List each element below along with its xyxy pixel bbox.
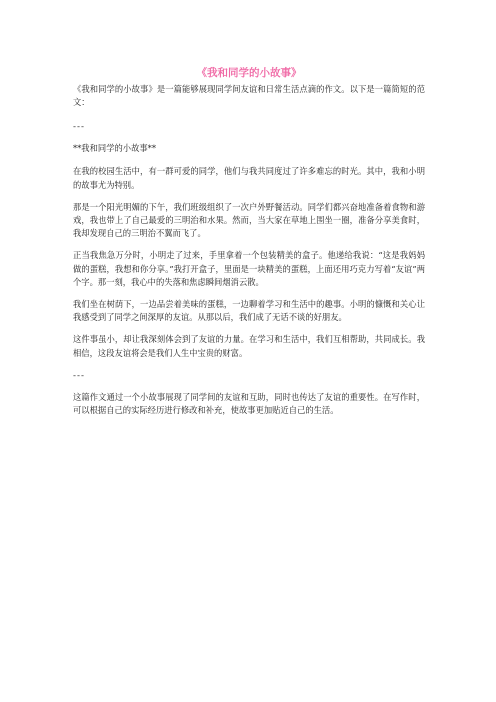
story-heading: **我和同学的小故事** — [73, 143, 156, 154]
story-paragraph-4: 我们坐在树荫下，一边品尝着美味的蛋糕，一边聊着学习和生活中的趣事。小明的慷慨和关心让我感受到了同学之间深厚的友谊。从那以后，我们成了无话不谈的好朋友。 — [73, 299, 425, 323]
intro-paragraph: 《我和同学的小故事》是一篇能够展现同学间友谊和日常生活点滴的作文。以下是一篇简短的范文： — [73, 84, 425, 108]
conclusion-paragraph: 这篇作文通过一个小故事展现了同学间的友谊和互助，同时也传达了友谊的重要性。在写作时，可以根据自己的实际经历进行修改和补充，使故事更加贴近自己的生活。 — [73, 391, 425, 416]
story-paragraph-1: 在我的校园生活中，有一群可爱的同学，他们与我共同度过了许多难忘的时光。其中，我和小明的故事尤为特别。 — [73, 166, 425, 190]
document-body — [73, 66, 425, 426]
story-paragraph-3: 正当我焦急万分时，小明走了过来，手里拿着一个包装精美的盒子。他递给我说：“这是我妈妈做的蛋糕，我想和你分享。”我打开盒子，里面是一块精美的蛋糕，上面还用巧克力写着“友谊”两个字。那一刻，我心中的失落和焦虑瞬间烟消云散。 — [73, 250, 425, 287]
separator-bottom: --- — [73, 369, 85, 380]
separator-top: --- — [73, 121, 85, 132]
story-paragraph-5: 这件事虽小，却让我深刻体会到了友谊的力量。在学习和生活中，我们互相帮助，共同成长。我相信，这段友谊将会是我们人生中宝贵的财富。 — [73, 334, 425, 358]
story-paragraph-2: 那是一个阳光明媚的下午，我们班级组织了一次户外野餐活动。同学们都兴奋地准备着食物和游戏，我也带上了自己最爱的三明治和水果。然而，当大家在草地上围坐一圈，准备分享美食时，我却发现自己的三明治不翼而飞了。 — [73, 201, 425, 239]
document-title: 《我和同学的小故事》 — [196, 67, 302, 79]
